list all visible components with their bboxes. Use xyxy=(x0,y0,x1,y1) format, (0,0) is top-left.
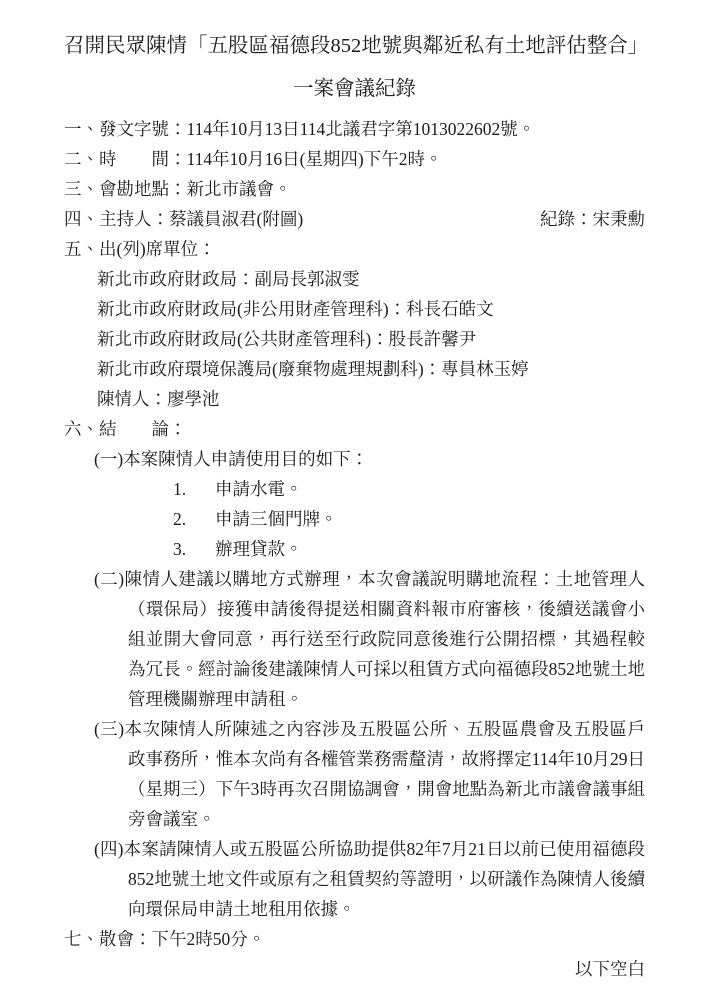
conclusion-1: (一)本案陳情人申請使用目的如下： xyxy=(94,449,369,469)
conclusion-1-sub-1 xyxy=(94,474,645,504)
item-conclusion-heading: 六、結 論： xyxy=(64,419,187,439)
attendee-row: 新北市政府財政局(公共財產管理科)：股長許馨尹 xyxy=(97,329,477,349)
item-doc-number: 一、發文字號：114年10月13日114北議君字第1013022602號。 xyxy=(64,119,536,139)
document-title-line2: 一案會議紀錄 xyxy=(293,78,416,100)
sub-item-text: 申請三個門牌。 xyxy=(215,509,338,529)
sub-item-number: 1. xyxy=(173,479,187,499)
sub-item-number: 3. xyxy=(173,539,187,559)
conclusion-1-sub-3 xyxy=(94,534,645,564)
attendee-row: 新北市政府環境保護局(廢棄物處理規劃科)：專員林玉婷 xyxy=(97,359,529,379)
attendee-row: 新北市政府財政局：副局長郭淑雯 xyxy=(97,269,360,289)
item-meeting-time: 二、時 間：114年10月16日(星期四)下午2時。 xyxy=(64,149,443,169)
sub-item-text: 辦理貸款。 xyxy=(215,539,303,559)
conclusion-2: (二)陳情人建議以購地方式辦理，本次會議說明購地流程：土地管理人（環保局）接獲申請後得提送相關資料報市府審核，後續送議會小組並開大會同意，再行送至行政院同意後進行公開招標，其過程較為冗長。經討論後建議陳情人可採以租賃方式向福德段852地號土地管理機關辦理申請租。 xyxy=(94,569,645,709)
conclusion-1-sub-2 xyxy=(94,504,645,534)
recorder-label: 紀錄：宋秉勳 xyxy=(540,209,645,229)
attendee-list xyxy=(64,264,645,414)
conclusion-3: (三)本次陳情人所陳述之內容涉及五股區公所、五股區農會及五股區戶政事務所，惟本次尚有各權管業務需釐清，故將擇定114年10月29日（星期三）下午3時再次召開協調會，開會地點為新北市議會議事組旁會議室。 xyxy=(94,719,645,829)
item-attendees-heading: 五、出(列)席單位： xyxy=(64,239,216,259)
item-host-row xyxy=(64,204,645,234)
sub-item-number: 2. xyxy=(173,509,187,529)
conclusion-block xyxy=(64,444,645,924)
item-adjourn: 七、散會：下午2時50分。 xyxy=(64,929,266,949)
sub-item-text: 申請水電。 xyxy=(215,479,303,499)
attendee-row: 陳情人：廖學池 xyxy=(97,389,220,409)
conclusion-4: (四)本案請陳情人或五股區公所協助提供82年7月21日以前已使用福德段852地號土地文件或原有之租賃契約等證明，以研議作為陳情人後續向環保局申請土地租用依據。 xyxy=(94,839,645,919)
blank-below-note: 以下空白 xyxy=(575,959,645,979)
item-meeting-location: 三、會勘地點：新北市議會。 xyxy=(64,179,292,199)
host-label: 四、主持人：蔡議員淑君(附圖) xyxy=(64,209,304,229)
attendee-row: 新北市政府財政局(非公用財產管理科)：科長石皓文 xyxy=(97,299,494,319)
document-title-line1: 召開民眾陳情「五股區福德段852地號與鄰近私有土地評估整合」 xyxy=(64,35,649,57)
